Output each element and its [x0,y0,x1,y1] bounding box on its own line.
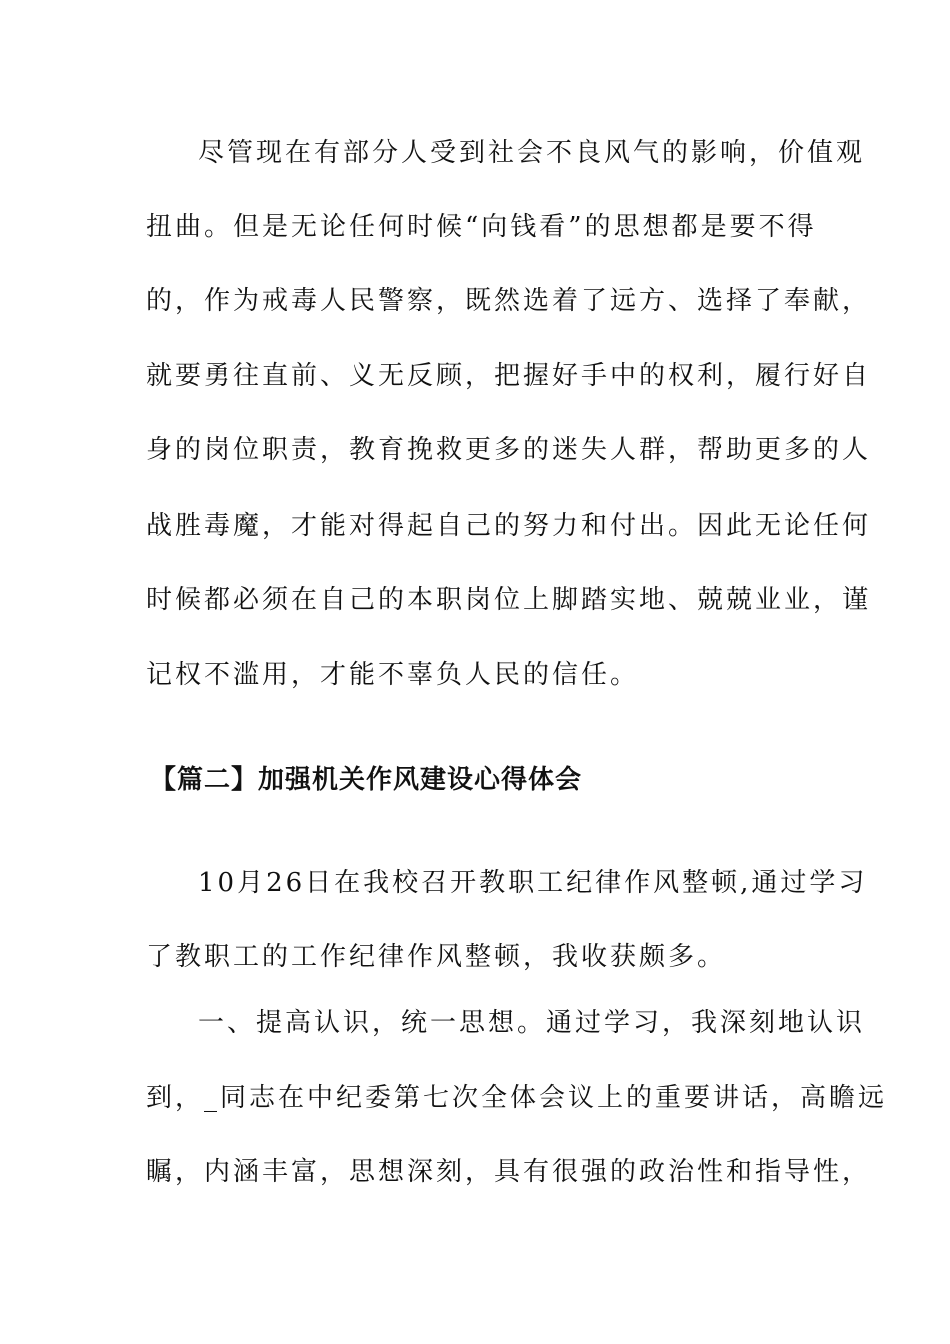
paragraph-line-7: 时候都必须在自己的本职岗位上脚踏实地、兢兢业业，谨 [146,585,872,615]
paragraph-line-11: 一、提高认识，统一思想。通过学习，我深刻地认识 [198,1008,866,1038]
paragraph-line-3: 的，作为戒毒人民警察，既然选着了远方、选择了奉献， [146,286,872,316]
paragraph-line-8: 记权不滥用，才能不辜负人民的信任。 [146,660,640,690]
paragraph-line-1: 尽管现在有部分人受到社会不良风气的影响，价值观 [198,138,866,168]
paragraph-line-10: 了教职工的工作纪律作风整顿，我收获颇多。 [146,942,727,972]
paragraph-line-2: 扭曲。但是无论任何时候“向钱看”的思想都是要不得 [146,212,817,242]
section-heading: 【篇二】加强机关作风建设心得体会 [150,765,583,795]
paragraph-line-4: 就要勇往直前、义无反顾，把握好手中的权利，履行好自 [146,361,872,391]
paragraph-line-5: 身的岗位职责，教育挽救更多的迷失人群，帮助更多的人 [146,435,872,465]
paragraph-line-12: 到，_同志在中纪委第七次全体会议上的重要讲话，高瞻远 [146,1083,888,1113]
paragraph-line-9: 10月26日在我校召开教职工纪律作风整顿,通过学习 [198,868,868,898]
paragraph-line-6: 战胜毒魔，才能对得起自己的努力和付出。因此无论任何 [146,511,872,541]
paragraph-line-13: 瞩，内涵丰富，思想深刻，具有很强的政治性和指导性， [146,1157,872,1187]
